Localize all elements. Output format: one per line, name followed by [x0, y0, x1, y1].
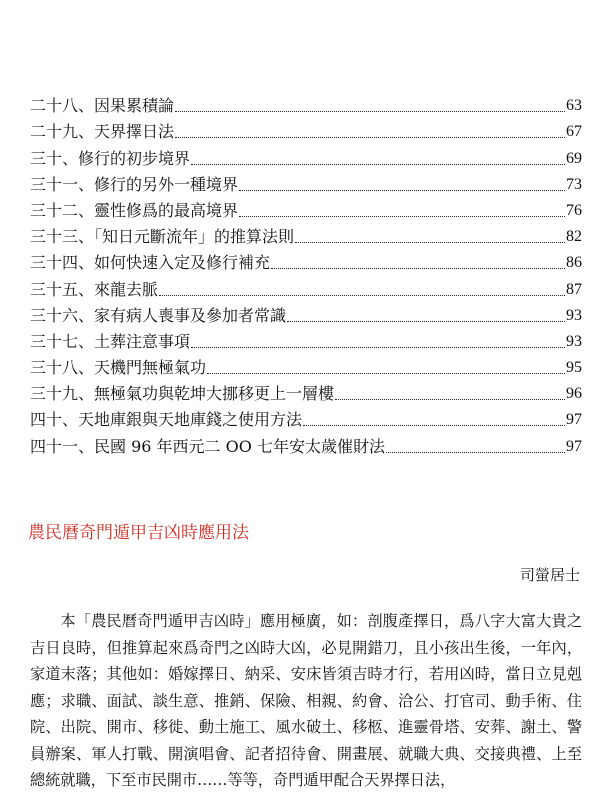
toc-entry-title: 二十九、天界擇日法 [30, 122, 175, 142]
toc-page-number: 93 [566, 332, 582, 350]
toc-entry[interactable] [30, 116, 582, 142]
toc-leader-dots [191, 347, 565, 348]
toc-entry[interactable] [30, 326, 582, 352]
toc-page-number: 73 [566, 175, 582, 193]
toc-leader-dots [386, 452, 565, 453]
toc-page-number: 86 [566, 254, 582, 272]
toc-entry[interactable] [30, 378, 582, 404]
toc-entry[interactable] [30, 195, 582, 221]
toc-leader-dots [175, 137, 565, 138]
toc-entry[interactable] [30, 404, 582, 430]
toc-entry-title: 四十一、民國 96 年西元二 OO 七年安太歲催財法 [30, 436, 385, 456]
toc-entry[interactable] [30, 300, 582, 326]
toc-leader-dots [175, 111, 565, 112]
table-of-contents [30, 90, 582, 457]
toc-leader-dots [239, 190, 565, 191]
toc-leader-dots [271, 268, 565, 269]
toc-page-number: 76 [566, 201, 582, 219]
toc-entry-title: 三十四、如何快速入定及修行補充 [30, 253, 271, 273]
toc-page-number: 87 [566, 280, 582, 298]
toc-entry-title: 三十一、修行的另外一種境界 [30, 174, 239, 194]
toc-leader-dots [191, 164, 565, 165]
toc-entry-title: 四十、天地庫銀與天地庫錢之使用方法 [30, 410, 303, 430]
toc-page-number: 95 [566, 359, 582, 377]
toc-entry[interactable] [30, 430, 582, 456]
toc-entry[interactable] [30, 352, 582, 378]
toc-leader-dots [207, 373, 565, 374]
toc-entry[interactable] [30, 169, 582, 195]
toc-entry-title: 三十六、家有病人喪事及參加者常識 [30, 305, 287, 325]
toc-entry[interactable] [30, 142, 582, 168]
toc-entry-title: 三十七、土葬注意事項 [30, 331, 191, 351]
toc-page-number: 69 [566, 149, 582, 167]
toc-entry-title: 三十三、「知日元斷流年」的推算法則 [30, 227, 295, 247]
toc-entry-title: 三十二、靈性修爲的最高境界 [30, 200, 239, 220]
toc-entry[interactable] [30, 221, 582, 247]
toc-page-number: 96 [566, 385, 582, 403]
toc-leader-dots [287, 321, 565, 322]
toc-entry-title: 三十九、無極氣功與乾坤大挪移更上一層樓 [30, 384, 335, 404]
toc-page-number: 97 [566, 437, 582, 455]
toc-page-number: 97 [566, 411, 582, 429]
toc-page-number: 93 [566, 306, 582, 324]
author-name: 司螢居士 [519, 566, 580, 584]
toc-entry-title: 二十八、因果累積論 [30, 96, 175, 116]
toc-leader-dots [159, 295, 565, 296]
toc-entry[interactable] [30, 273, 582, 299]
toc-entry-title: 三十八、天機門無極氣功 [30, 358, 207, 378]
toc-entry[interactable] [30, 247, 582, 273]
toc-entry-title: 三十五、來龍去脈 [30, 279, 159, 299]
toc-page-number: 67 [566, 123, 582, 141]
toc-page-number: 82 [566, 228, 582, 246]
toc-entry-title: 三十、修行的初步境界 [30, 148, 191, 168]
toc-leader-dots [239, 216, 565, 217]
toc-leader-dots [335, 399, 565, 400]
section-title: 農民曆奇門遁甲吉凶時應用法 [28, 523, 249, 543]
toc-page-number: 63 [566, 97, 582, 115]
toc-leader-dots [295, 242, 565, 243]
body-paragraph: 本「農民曆奇門遁甲吉凶時」應用極廣，如：剖腹產擇日，爲八字大富大貴之吉日良時，但推算起來爲奇門之凶時大凶，必見開錯刀，且小孩出生後，一年內，家道末落；其他如：婚嫁擇日、納采、安床皆須吉時才行，若用凶時，當日立見剋應；求職、面試、談生意、推銷、保險、相親、約會、洽公、打官司、動手術、住院、出院、開市、移徙、動土施工、風水破土、移柩、進靈骨塔、安葬、謝土、警員辦案、軍人打戰、開演唱會、記者招待會、開畫展、就職大典、交接典禮、上至總統就職，下至市民開市……等等，奇門遁甲配合天界擇日法， [30, 612, 582, 789]
toc-leader-dots [303, 425, 565, 426]
toc-entry[interactable] [30, 90, 582, 116]
